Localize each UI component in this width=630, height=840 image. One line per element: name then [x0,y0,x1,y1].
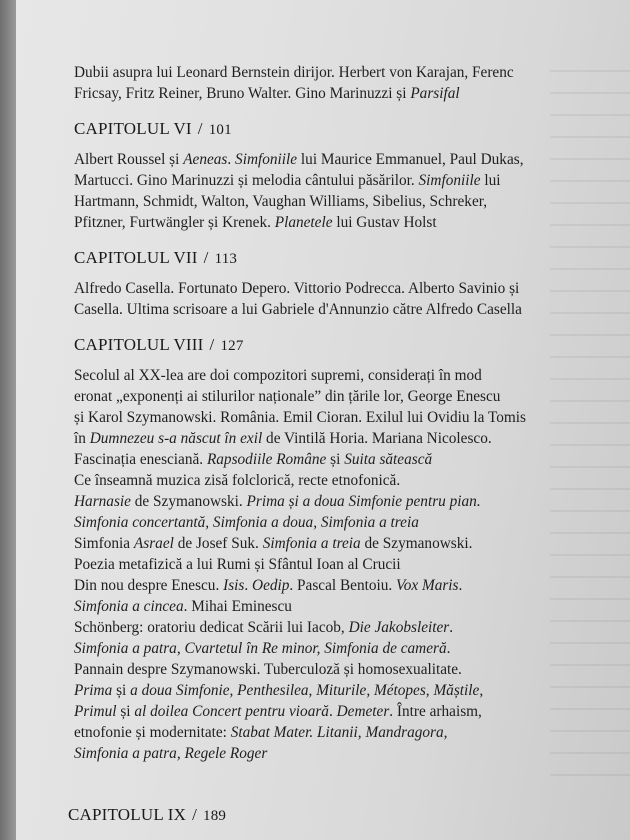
chapter-9-separator: / [192,805,198,824]
chapter-8-line-8: Simfonia concertantă, Simfonia a doua, Simfonia a treia [74,514,419,531]
intro-line-1: Dubii asupra lui Leonard Bernstein dirijor. Herbert von Karajan, Ferenc [74,64,514,81]
chapter-8-line-14: Simfonia a patra, Cvartetul în Re minor, Simfonia de cameră. [74,640,451,657]
chapter-7-page-number: 113 [214,251,238,267]
intro-line-2 [74,83,594,104]
chapter-8-line-17: Primul și al doilea Concert pentru vioară. Demeter. Între arhaism, [74,703,482,720]
chapter-7-title: CAPITOLUL VII [74,248,198,267]
chapter-9-title: CAPITOLUL IX [68,805,187,824]
chapter-8-line-5: Fascinația enesciană. Rapsodiile Române și Suita sătească [74,451,433,468]
chapter-8-line-11: Din nou despre Enescu. Isis. Oedip. Pascal Bentoiu. Vox Maris. [74,577,463,594]
chapter-8-line-6: Ce înseamnă muzica zisă folclorică, recte etnofonică. [74,472,401,489]
chapter-8-line-7: Harnasie de Szymanowski. Prima și a doua Simfonie pentru pian. [74,493,481,510]
book-page [16,0,630,840]
chapter-8-title: CAPITOLUL VIII [74,335,204,354]
chapter-8-separator: / [209,335,215,354]
chapter-8-entries [74,365,594,764]
chapter-6-page-number: 101 [208,122,232,138]
chapter-8-line-13: Schönberg: oratoriu dedicat Scării lui Iacob, Die Jakobsleiter. [74,619,454,636]
chapter-9-heading [68,804,226,827]
intro-title-parsifal: Parsifal [410,85,460,102]
chapter-8-line-9: Simfonia Asrael de Josef Suk. Simfonia a treia de Szymanowski. [74,535,473,552]
chapter-7-separator: / [203,248,209,267]
intro-text: Fricsay, Fritz Reiner, Bruno Walter. Gino Marinuzzi și [74,85,411,102]
chapter-8-page-number: 127 [220,338,244,354]
chapter-6-separator: / [197,119,203,138]
chapter-6-line-2: Martucci. Gino Marinuzzi și melodia cântului păsărilor. Simfoniile lui [74,172,501,189]
chapter-8-line-16: Prima și a doua Simfonie, Penthesilea, Miturile, Métopes, Măștile, [74,682,484,699]
chapter-9-page-number: 189 [203,808,227,824]
chapter-8-line-10: Poezia metafizică a lui Rumi și Sfântul Ioan al Crucii [74,556,401,573]
chapter-8-heading [74,334,594,357]
book-gutter-shadow [0,0,16,840]
chapter-6-line-4: Pfitzner, Furtwängler și Krenek. Planetele lui Gustav Holst [74,214,437,231]
chapter-8-line-19: Simfonia a patra, Regele Roger [74,745,268,762]
chapter-7-line-1: Alfredo Casella. Fortunato Depero. Vittorio Podrecca. Alberto Savinio și [74,280,520,297]
chapter-8-line-3: și Karol Szymanowski. România. Emil Cioran. Exilul lui Ovidiu la Tomis [74,409,526,426]
chapter-8-line-15: Pannain despre Szymanowski. Tuberculoză și homosexualitate. [74,661,462,678]
chapter-6-title: CAPITOLUL VI [74,119,192,138]
chapter-8-line-1: Secolul al XX-lea are doi compozitori supremi, considerați în mod [74,367,482,384]
table-of-contents [74,62,594,764]
chapter-7-heading [74,247,594,270]
chapter-8-line-12: Simfonia a cincea. Mihai Eminescu [74,598,292,615]
chapter-8-line-2: eronat „exponenți ai stilurilor naționale” din țările lor, George Enescu [74,388,501,405]
chapter-7-line-2: Casella. Ultima scrisoare a lui Gabriele d'Annunzio către Alfredo Casella [74,301,522,318]
chapter-6-line-3: Hartmann, Schmidt, Walton, Vaughan Williams, Sibelius, Schreker, [74,193,488,210]
chapter-8-line-18: etnofonie și modernitate: Stabat Mater. Litanii, Mandragora, [74,724,448,741]
chapter-6-line-1: Albert Roussel și Aeneas. Simfoniile lui Maurice Emmanuel, Paul Dukas, [74,151,524,168]
chapter-8-line-4: în Dumnezeu s-a născut în exil de Vintilă Horia. Mariana Nicolesco. [74,430,492,447]
chapter-6-heading [74,118,594,141]
